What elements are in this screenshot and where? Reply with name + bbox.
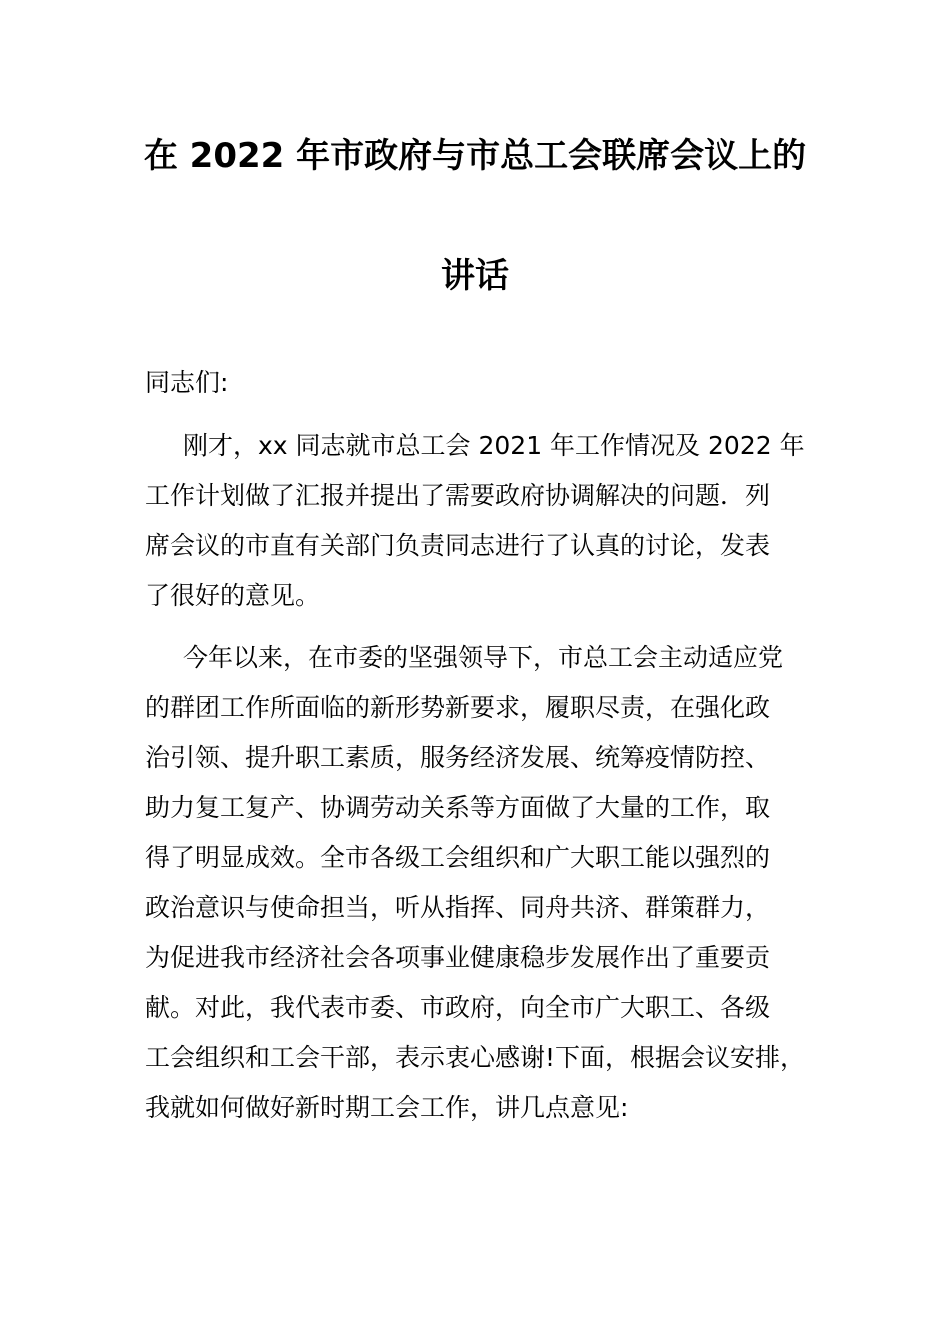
paragraph-line: 工作计划做了汇报并提出了需要政府协调解决的问题．列 — [145, 481, 771, 510]
document-title-line-1: 在 2022 年市政府与市总工会联席会议上的 — [143, 136, 807, 176]
paragraph-line: 我就如何做好新时期工会工作，讲几点意见: — [145, 1093, 629, 1122]
document-title-line-2: 讲话 — [441, 256, 509, 296]
paragraph-line: 得了明显成效。全市各级工会组织和广大职工能以强烈的 — [145, 843, 771, 872]
paragraph-line: 政治意识与使命担当，听从指挥、同舟共济、群策群力， — [145, 893, 771, 922]
paragraph-line: 助力复工复产、协调劳动关系等方面做了大量的工作，取 — [145, 793, 771, 822]
paragraph-line: 刚才，xx 同志就市总工会 2021 年工作情况及 2022 年 — [183, 431, 805, 460]
greeting: 同志们: — [145, 368, 229, 397]
paragraph-1 — [145, 421, 815, 621]
paragraph-line: 献。对此，我代表市委、市政府，向全市广大职工、各级 — [145, 993, 771, 1022]
paragraph-line: 治引领、提升职工素质，服务经济发展、统筹疫情防控、 — [145, 743, 771, 772]
paragraph-line: 了很好的意见。 — [145, 581, 321, 610]
paragraph-line: 的群团工作所面临的新形势新要求，履职尽责，在强化政 — [145, 693, 771, 722]
paragraph-2 — [145, 633, 815, 1133]
paragraph-line: 为促进我市经济社会各项事业健康稳步发展作出了重要贡 — [145, 943, 771, 972]
paragraph-line: 席会议的市直有关部门负责同志进行了认真的讨论，发表 — [145, 531, 771, 560]
paragraph-line: 工会组织和工会干部，表示衷心感谢!下面，根据会议安排， — [145, 1043, 806, 1072]
paragraph-line: 今年以来，在市委的坚强领导下，市总工会主动适应党 — [183, 643, 784, 672]
